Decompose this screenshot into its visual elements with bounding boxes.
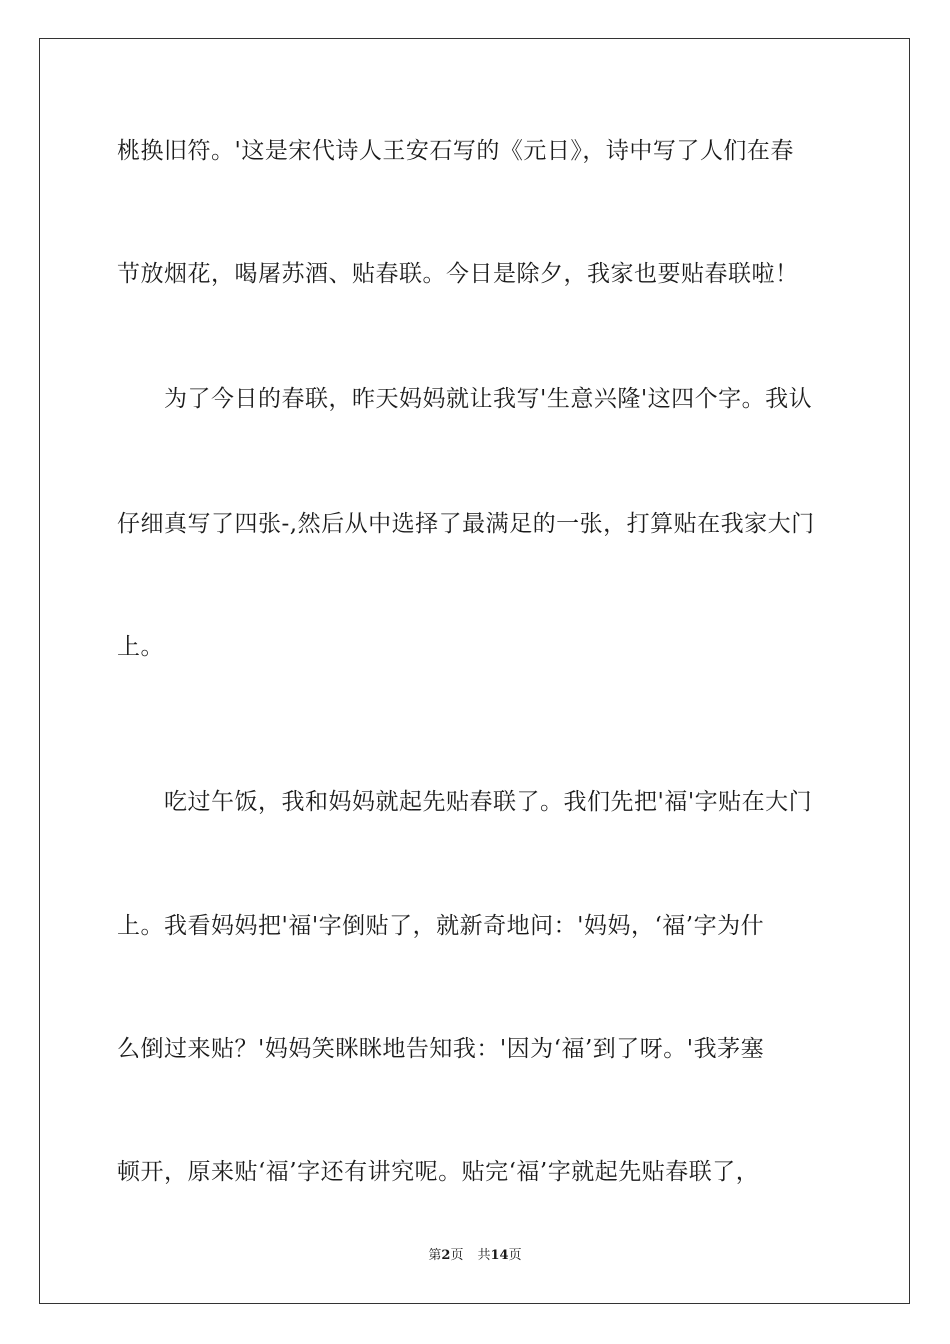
total-suffix: 页 xyxy=(508,1248,522,1263)
total-pages-number: 14 xyxy=(490,1248,509,1263)
body-text-line: 么倒过来贴？'妈妈笑眯眯地告知我：'因为‘福’到了呀。'我茅塞 xyxy=(117,1036,765,1062)
body-text-line: 上。我看妈妈把'福'字倒贴了，就新奇地问：'妈妈，‘福’字为什 xyxy=(117,913,765,939)
page-suffix: 页 xyxy=(450,1248,464,1263)
page-prefix: 第 xyxy=(428,1248,442,1263)
body-text-line: 顿开，原来贴‘福’字还有讲究呢。贴完‘福’字就起先贴春联了， xyxy=(117,1159,760,1185)
body-text-line: 仔细真写了四张-,然后从中选择了最满足的一张，打算贴在我家大门 xyxy=(117,511,815,537)
body-text-line: 为了今日的春联，昨天妈妈就让我写'生意兴隆'这四个字。我认 xyxy=(117,386,813,412)
body-text-line: 节放烟花，喝屠苏酒、贴春联。今日是除夕，我家也要贴春联啦！ xyxy=(117,261,799,287)
body-text-line: 桃换旧符。'这是宋代诗人王安石写的《元日》，诗中写了人们在春 xyxy=(117,138,794,164)
current-page-number: 2 xyxy=(441,1248,451,1263)
total-prefix: 共 xyxy=(477,1248,491,1263)
page-frame xyxy=(39,38,910,1304)
page-footer xyxy=(0,1246,950,1266)
body-text-line: 吃过午饭，我和妈妈就起先贴春联了。我们先把'福'字贴在大门 xyxy=(117,789,813,815)
body-text-line: 上。 xyxy=(117,634,164,660)
